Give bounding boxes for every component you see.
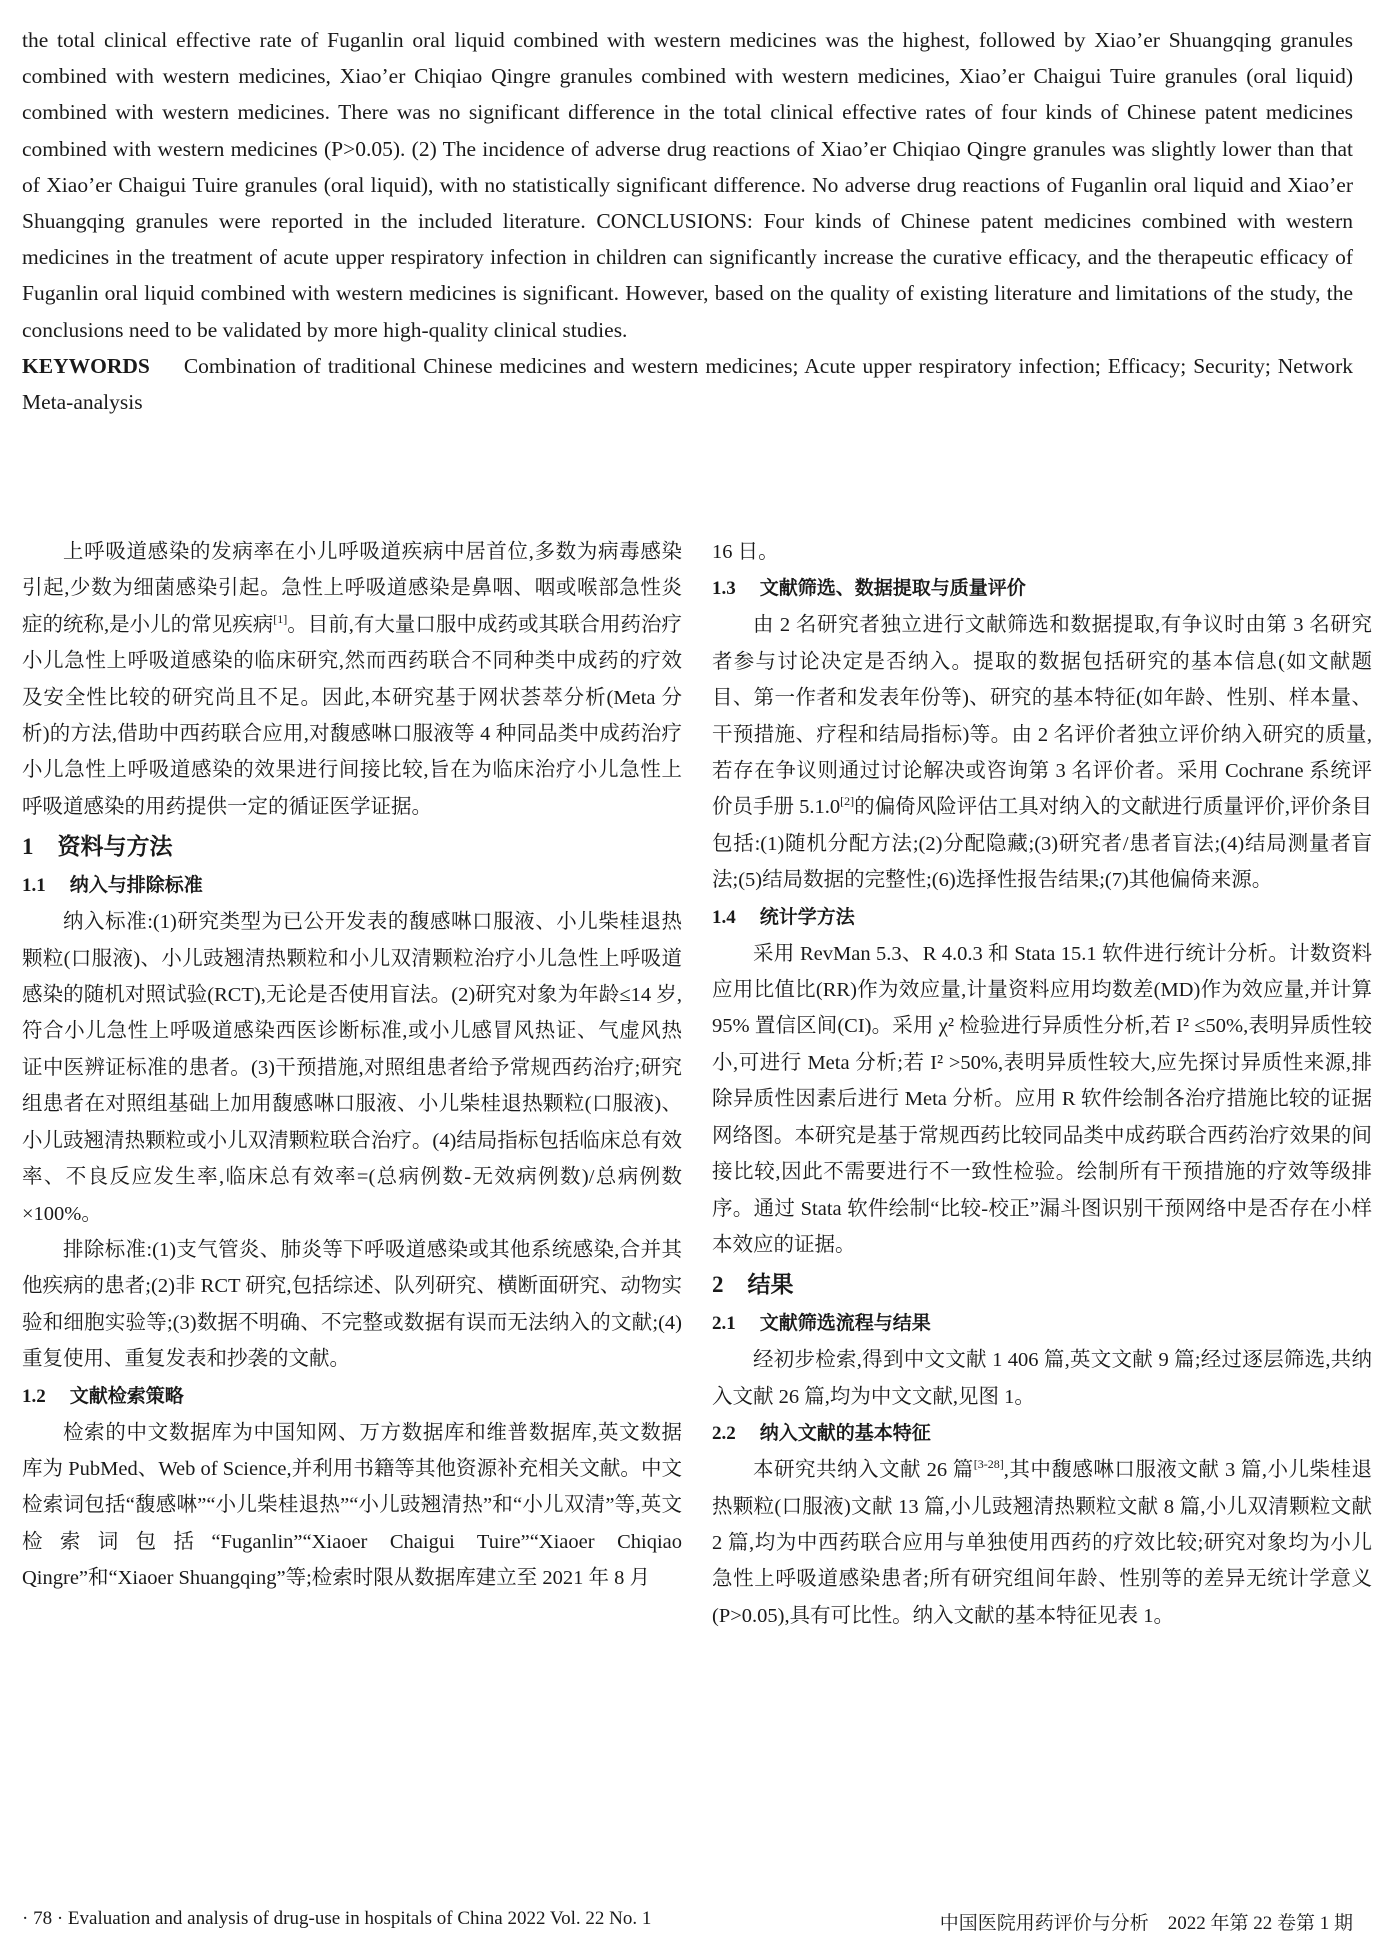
keywords-line (22, 348, 1353, 420)
section-heading-methods: 1 资料与方法 (22, 834, 173, 861)
keywords-text: Combination of traditional Chinese medicines and western medicines; Acute upper respiratory infection; Efficacy; Security; Network Meta-analysis (22, 353, 1353, 415)
search-strategy-paragraph: 检索的中文数据库为中国知网、万方数据库和维普数据库,英文数据库为 PubMed、Web of Science,并利用书籍等其他资源补充相关文献。中文检索词包括“馥感啉”“小儿柴桂退热”“小儿豉翘清热”和“小儿双清”等,英文检索词包括“Fuganlin”“Xiaoer Chaigui Tuire”“Xiaoer Chiqiao Qingre”和“Xiaoer Shuangqing”等;检索时限从数据库建立至 2021 年 8 月 (22, 1421, 682, 1590)
citation: [1] (273, 611, 288, 626)
subsection-heading-characteristics: 2.2 纳入文献的基本特征 (712, 1422, 931, 1445)
subsection-heading-criteria: 1.1 纳入与排除标准 (22, 874, 203, 897)
page-footer (22, 1908, 1353, 1935)
introduction-paragraph: 上呼吸道感染的发病率在小儿呼吸道疾病中居首位,多数为病毒感染引起,少数为细菌感染引起。急性上呼吸道感染是鼻咽、咽或喉部急性炎症的统称,是小儿的常见疾病[1]。目前,有大量口服中成药或其联合用药治疗小儿急性上呼吸道感染的临床研究,然而西药联合不同种类中成药的疗效及安全性比较的研究尚且不足。因此,本研究基于网状荟萃分析(Meta 分析)的方法,借助中西药联合应用,对馥感啉口服液等 4 种同品类中成药治疗小儿急性上呼吸道感染的效果进行间接比较,旨在为临床治疗小儿急性上呼吸道感染的用药提供一定的循证医学证据。 (22, 541, 683, 818)
keywords-label: KEYWORDS (22, 353, 150, 378)
footer-journal-chinese: 中国医院用药评价与分析 2022 年第 22 卷第 1 期 (939, 1913, 1353, 1934)
citation: [3-28] (973, 1457, 1004, 1472)
section-heading-results: 2 结果 (712, 1272, 794, 1299)
right-column (712, 534, 1372, 1634)
statistics-paragraph: 采用 RevMan 5.3、R 4.0.3 和 Stata 15.1 软件进行统计分析。计数资料应用比值比(RR)作为效应量,计量资料应用均数差(MD)作为效应量,并计算 95% 置信区间(CI)。采用 χ² 检验进行异质性分析,若 I² ≤50%,表明异质性较小,可进行 Meta 分析;若 I² >50%,表明异质性较大,应先探讨异质性来源,排除异质性因素后进行 Meta 分析。应用 R 软件绘制各治疗措施比较的证据网络图。本研究是基于常规西药比较同品类中成药联合西药治疗效果的间接比较,因此不需要进行不一致性检验。绘制所有干预措施的疗效等级排序。通过 Stata 软件绘制“比较-校正”漏斗图识别干预网络中是否存在小样本效应的证据。 (712, 942, 1372, 1256)
footer-journal-english: · 78 · Evaluation and analysis of drug-use in hospitals of China 2022 Vol. 22 No. 1 (22, 1908, 652, 1929)
search-strategy-end: 16 日。 (712, 541, 779, 563)
subsection-heading-screening: 1.3 文献筛选、数据提取与质量评价 (712, 577, 1026, 600)
left-column (22, 534, 682, 1597)
screening-paragraph: 由 2 名研究者独立进行文献筛选和数据提取,有争议时由第 3 名研究者参与讨论决定是否纳入。提取的数据包括研究的基本信息(如文献题目、第一作者和发表年份等)、研究的基本特征(如年龄、性别、样本量、干预措施、疗程和结局指标)等。由 2 名评价者独立评价纳入研究的质量,若存在争议则通过讨论解决或咨询第 3 名评价者。采用 Cochrane 系统评价员手册 5.1.0[2]的偏倚风险评估工具对纳入的文献进行质量评价,评价条目包括:(1)随机分配方法;(2)分配隐藏;(3)研究者/患者盲法;(4)结局测量者盲法;(5)结局数据的完整性;(6)选择性报告结果;(7)其他偏倚来源。 (712, 614, 1373, 892)
abstract-results-conclusions: the total clinical effective rate of Fuganlin oral liquid combined with western medicines was the highest, followed by Xiao’er Shuangqing granules combined with western medicines, Xiao’er Chiqiao Qingre granules combined with western medicines, Xiao’er Chaigui Tuire granules (oral liquid) combined with western medicines. There was no significant difference in the total clinical effective rates of four kinds of Chinese patent medicines combined with western medicines (P>0.05). (2) The incidence of adverse drug reactions of Xiao’er Chiqiao Qingre granules was slightly lower than that of Xiao’er Chaigui Tuire granules (oral liquid), with no statistically significant difference. No adverse drug reactions of Fuganlin oral liquid and Xiao’er Shuangqing granules were reported in the included literature. CONCLUSIONS: Four kinds of Chinese patent medicines combined with western medicines in the treatment of acute upper respiratory infection in children can significantly increase the curative efficacy, and the therapeutic efficacy of Fuganlin oral liquid combined with western medicines is significant. However, based on the quality of existing literature and limitations of the study, the conclusions need to be validated by more high-quality clinical studies. (22, 28, 1353, 342)
characteristics-paragraph: 本研究共纳入文献 26 篇[3-28],其中馥感啉口服液文献 3 篇,小儿柴桂退热颗粒(口服液)文献 13 篇,小儿豉翘清热颗粒文献 8 篇,小儿双清颗粒文献 2 篇,均为中西药联合应用与单独使用西药的疗效比较;研究对象均为小儿急性上呼吸道感染患者;所有研究组间年龄、性别等的差异无统计学意义(P>0.05),具有可比性。纳入文献的基本特征见表 1。 (712, 1457, 1372, 1627)
inclusion-criteria-paragraph: 纳入标准:(1)研究类型为已公开发表的馥感啉口服液、小儿柴桂退热颗粒(口服液)、小儿豉翘清热颗粒和小儿双清颗粒治疗小儿急性上呼吸道感染的随机对照试验(RCT),无论是否使用盲法。(2)研究对象为年龄≤14 岁,符合小儿急性上呼吸道感染西医诊断标准,或小儿感冒风热证、气虚风热证中医辨证标准的患者。(3)干预措施,对照组患者给予常规西药治疗;研究组患者在对照组基础上加用馥感啉口服液、小儿柴桂退热颗粒(口服液)、小儿豉翘清热颗粒或小儿双清颗粒联合治疗。(4)结局指标包括临床总有效率、不良反应发生率,临床总有效率=(总病例数-无效病例数)/总病例数×100%。 (22, 911, 682, 1225)
exclusion-criteria-paragraph: 排除标准:(1)支气管炎、肺炎等下呼吸道感染或其他系统感染,合并其他疾病的患者;(2)非 RCT 研究,包括综述、队列研究、横断面研究、动物实验和细胞实验等;(3)数据不明确、不完整或数据有误而无法纳入的文献;(4)重复使用、重复发表和抄袭的文献。 (22, 1238, 682, 1371)
flow-paragraph: 经初步检索,得到中文文献 1 406 篇,英文文献 9 篇;经过逐层筛选,共纳入文献 26 篇,均为中文文献,见图 1。 (712, 1349, 1372, 1408)
subsection-heading-flow: 2.1 文献筛选流程与结果 (712, 1312, 931, 1335)
subsection-heading-search: 1.2 文献检索策略 (22, 1384, 184, 1407)
citation: [2] (840, 794, 855, 809)
subsection-heading-statistics: 1.4 统计学方法 (712, 905, 855, 928)
english-abstract (22, 22, 1353, 420)
